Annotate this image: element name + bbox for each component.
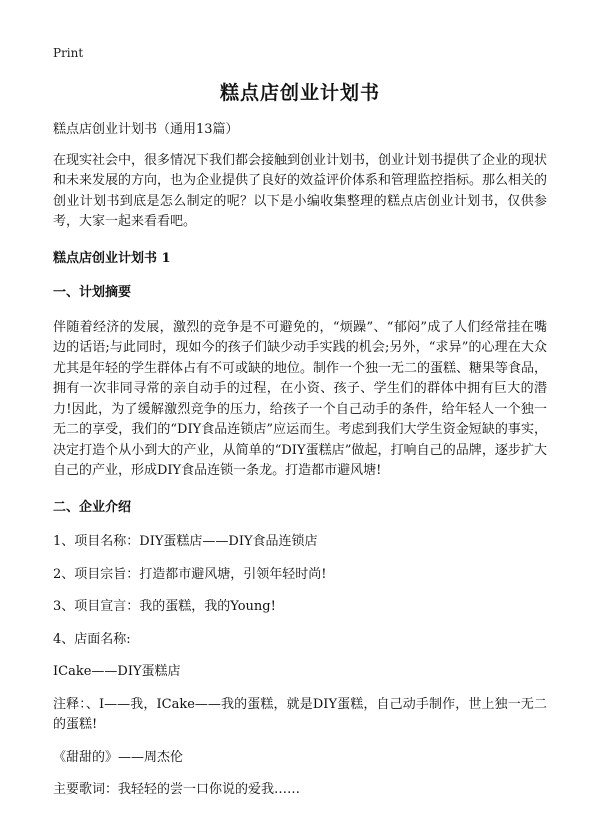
document-title: 糕点店创业计划书 (219, 82, 380, 104)
item-song-lyrics: 主要歌词：我轻轻的尝一口你说的爱我…… (53, 782, 301, 797)
item-project-name: 1、项目名称：DIY蛋糕店——DIY食品连锁店 (53, 534, 318, 549)
item-store-name: ICake——DIY蛋糕店 (53, 664, 181, 679)
section-heading-summary: 一、计划摘要 (53, 285, 132, 300)
section-heading-company: 二、企业介绍 (53, 499, 132, 515)
print-label: Print (53, 46, 84, 60)
summary-paragraph: 伴随着经济的发展，激烈的竞争是不可避免的，“烦躁”、“郁闷”成了人们经常挂在嘴边的话语;与此同时，现如今的孩子们缺少动手实践的机会;另外，“求异”的心理在大众尤其是年轻的学生群体占有不可或缺的地位。制作一个独一无二的蛋糕、糖果等食品，拥有一次非同寻常的亲自动手的过程，在小资、孩子、学生们的群体中拥有巨大的潜力!因此，为了缓解激烈竞争的压力，给孩子一个自己动手的条件，给年轻人一个独一无二的享受，我们的“DIY食品连锁店”应运而生。考虑到我们大学生资金短缺的事实，决定打造个从小到大的产业，从简单的“DIY蛋糕店”做起，打响自己的品牌，逐步扩大自己的产业，形成DIY食品连锁一条龙。打造都市避风塘! (53, 319, 548, 478)
item-store-name-label: 4、店面名称: (53, 631, 131, 647)
document-body (53, 120, 547, 813)
item-project-slogan: 3、项目宣言：我的蛋糕，我的Young! (53, 599, 276, 614)
plan-heading: 糕点店创业计划书 1 (53, 250, 171, 266)
item-annotation: 注释：、I——我，ICake——我的蛋糕，就是DIY蛋糕，自己动手制作，世上独一无二的蛋糕! (53, 696, 547, 732)
intro-paragraph: 在现实社会中，很多情况下我们都会接触到创业计划书，创业计划书提供了企业的现状和未来发展的方向，也为企业提供了良好的效益评价体系和管理监控指标。那么相关的创业计划书到底是怎么制定的呢？以下是小编收集整理的糕点店创业计划书，仅供参考，大家一起来看看吧。 (53, 152, 548, 229)
item-project-purpose: 2、项目宗旨：打造都市避风塘，引领年轻时尚! (53, 566, 327, 582)
item-song-title: 《甜甜的》——周杰伦 (53, 749, 184, 765)
document-subtitle: 糕点店创业计划书（通用13篇） (53, 122, 239, 137)
